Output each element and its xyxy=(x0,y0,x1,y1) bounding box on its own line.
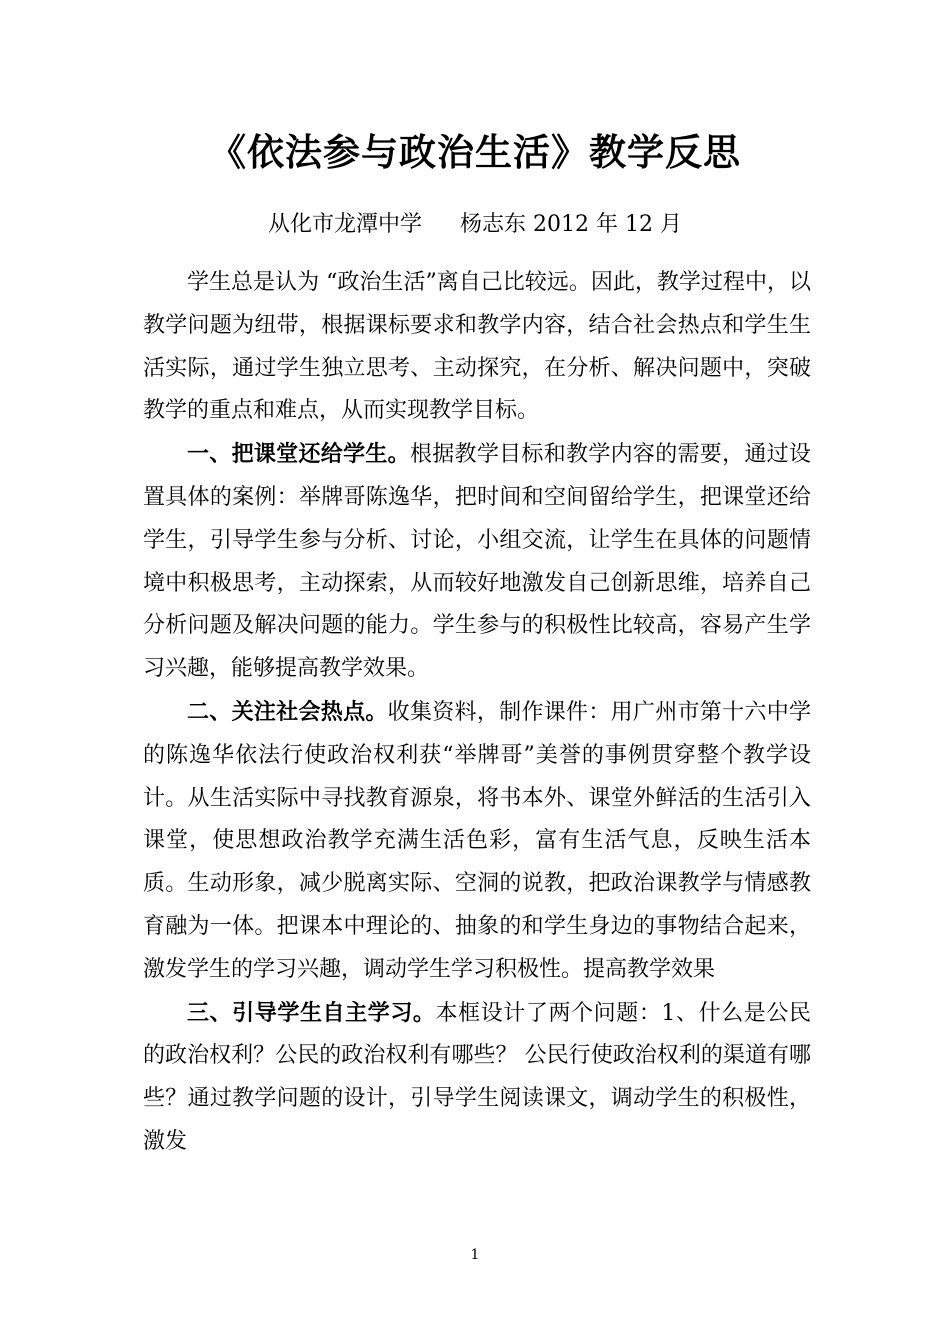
section-one-heading: 一、把课堂还给学生。 xyxy=(187,441,410,468)
section-two-heading: 二、关注社会热点。 xyxy=(187,698,388,725)
intro-paragraph-text: 学生总是认为 “政治生活”离自己比较远。因此，教学过程中，以教学问题为纽带，根据课标要求和教学内容，结合社会热点和学生生活实际，通过学生独立思考、主动探究，在分析、解决问题中，突破教学的重点和难点，从而实现教学目标。 xyxy=(143,270,811,424)
document-title: 《依法参与政治生活》教学反思 xyxy=(209,130,741,174)
section-one-text: 根据教学目标和教学内容的需要，通过设置具体的案例：举牌哥陈逸华，把时间和空间留给学生，把课堂还给学生，引导学生参与分析、讨论，小组交流，让学生在具体的问题情境中积极思考，主动探索，从而较好地激发自己创新思维，培养自己分析问题及解决问题的能力。学生参与的积极性比较高，容易产生学习兴趣，能够提高教学效果。 xyxy=(143,442,811,682)
section-three-paragraph xyxy=(143,992,811,1164)
body-text xyxy=(143,262,811,1164)
byline xyxy=(0,207,950,243)
section-three-heading: 三、引导学生自主学习。 xyxy=(187,999,436,1026)
section-one-paragraph xyxy=(143,433,811,691)
byline-school: 从化市龙潭中学 xyxy=(268,212,423,237)
page-number: 1 xyxy=(470,1247,480,1263)
section-two-paragraph xyxy=(143,691,811,992)
byline-author-date: 杨志东 2012 年 12 月 xyxy=(460,212,682,237)
section-three-text: 本框设计了两个问题：1、什么是公民的政治权利？公民的政治权利有哪些？ 公民行使政治权利的渠道有哪些？通过教学问题的设计，引导学生阅读课文，调动学生的积极性，激发 xyxy=(143,1000,811,1154)
section-two-text: 收集资料，制作课件：用广州市第十六中学的陈逸华依法行使政治权利获“举牌哥”美誉的事例贯穿整个教学设计。从生活实际中寻找教育源泉，将书本外、课堂外鲜活的生活引入课堂，使思想政治教学充满生活色彩，富有生活气息，反映生活本质。生动形象，减少脱离实际、空洞的说教，把政治课教学与情感教育融为一体。把课本中理论的、抽象的和学生身边的事物结合起来，激发学生的学习兴趣，调动学生学习积极性。提高教学效果 xyxy=(143,699,811,982)
intro-paragraph xyxy=(143,262,811,433)
